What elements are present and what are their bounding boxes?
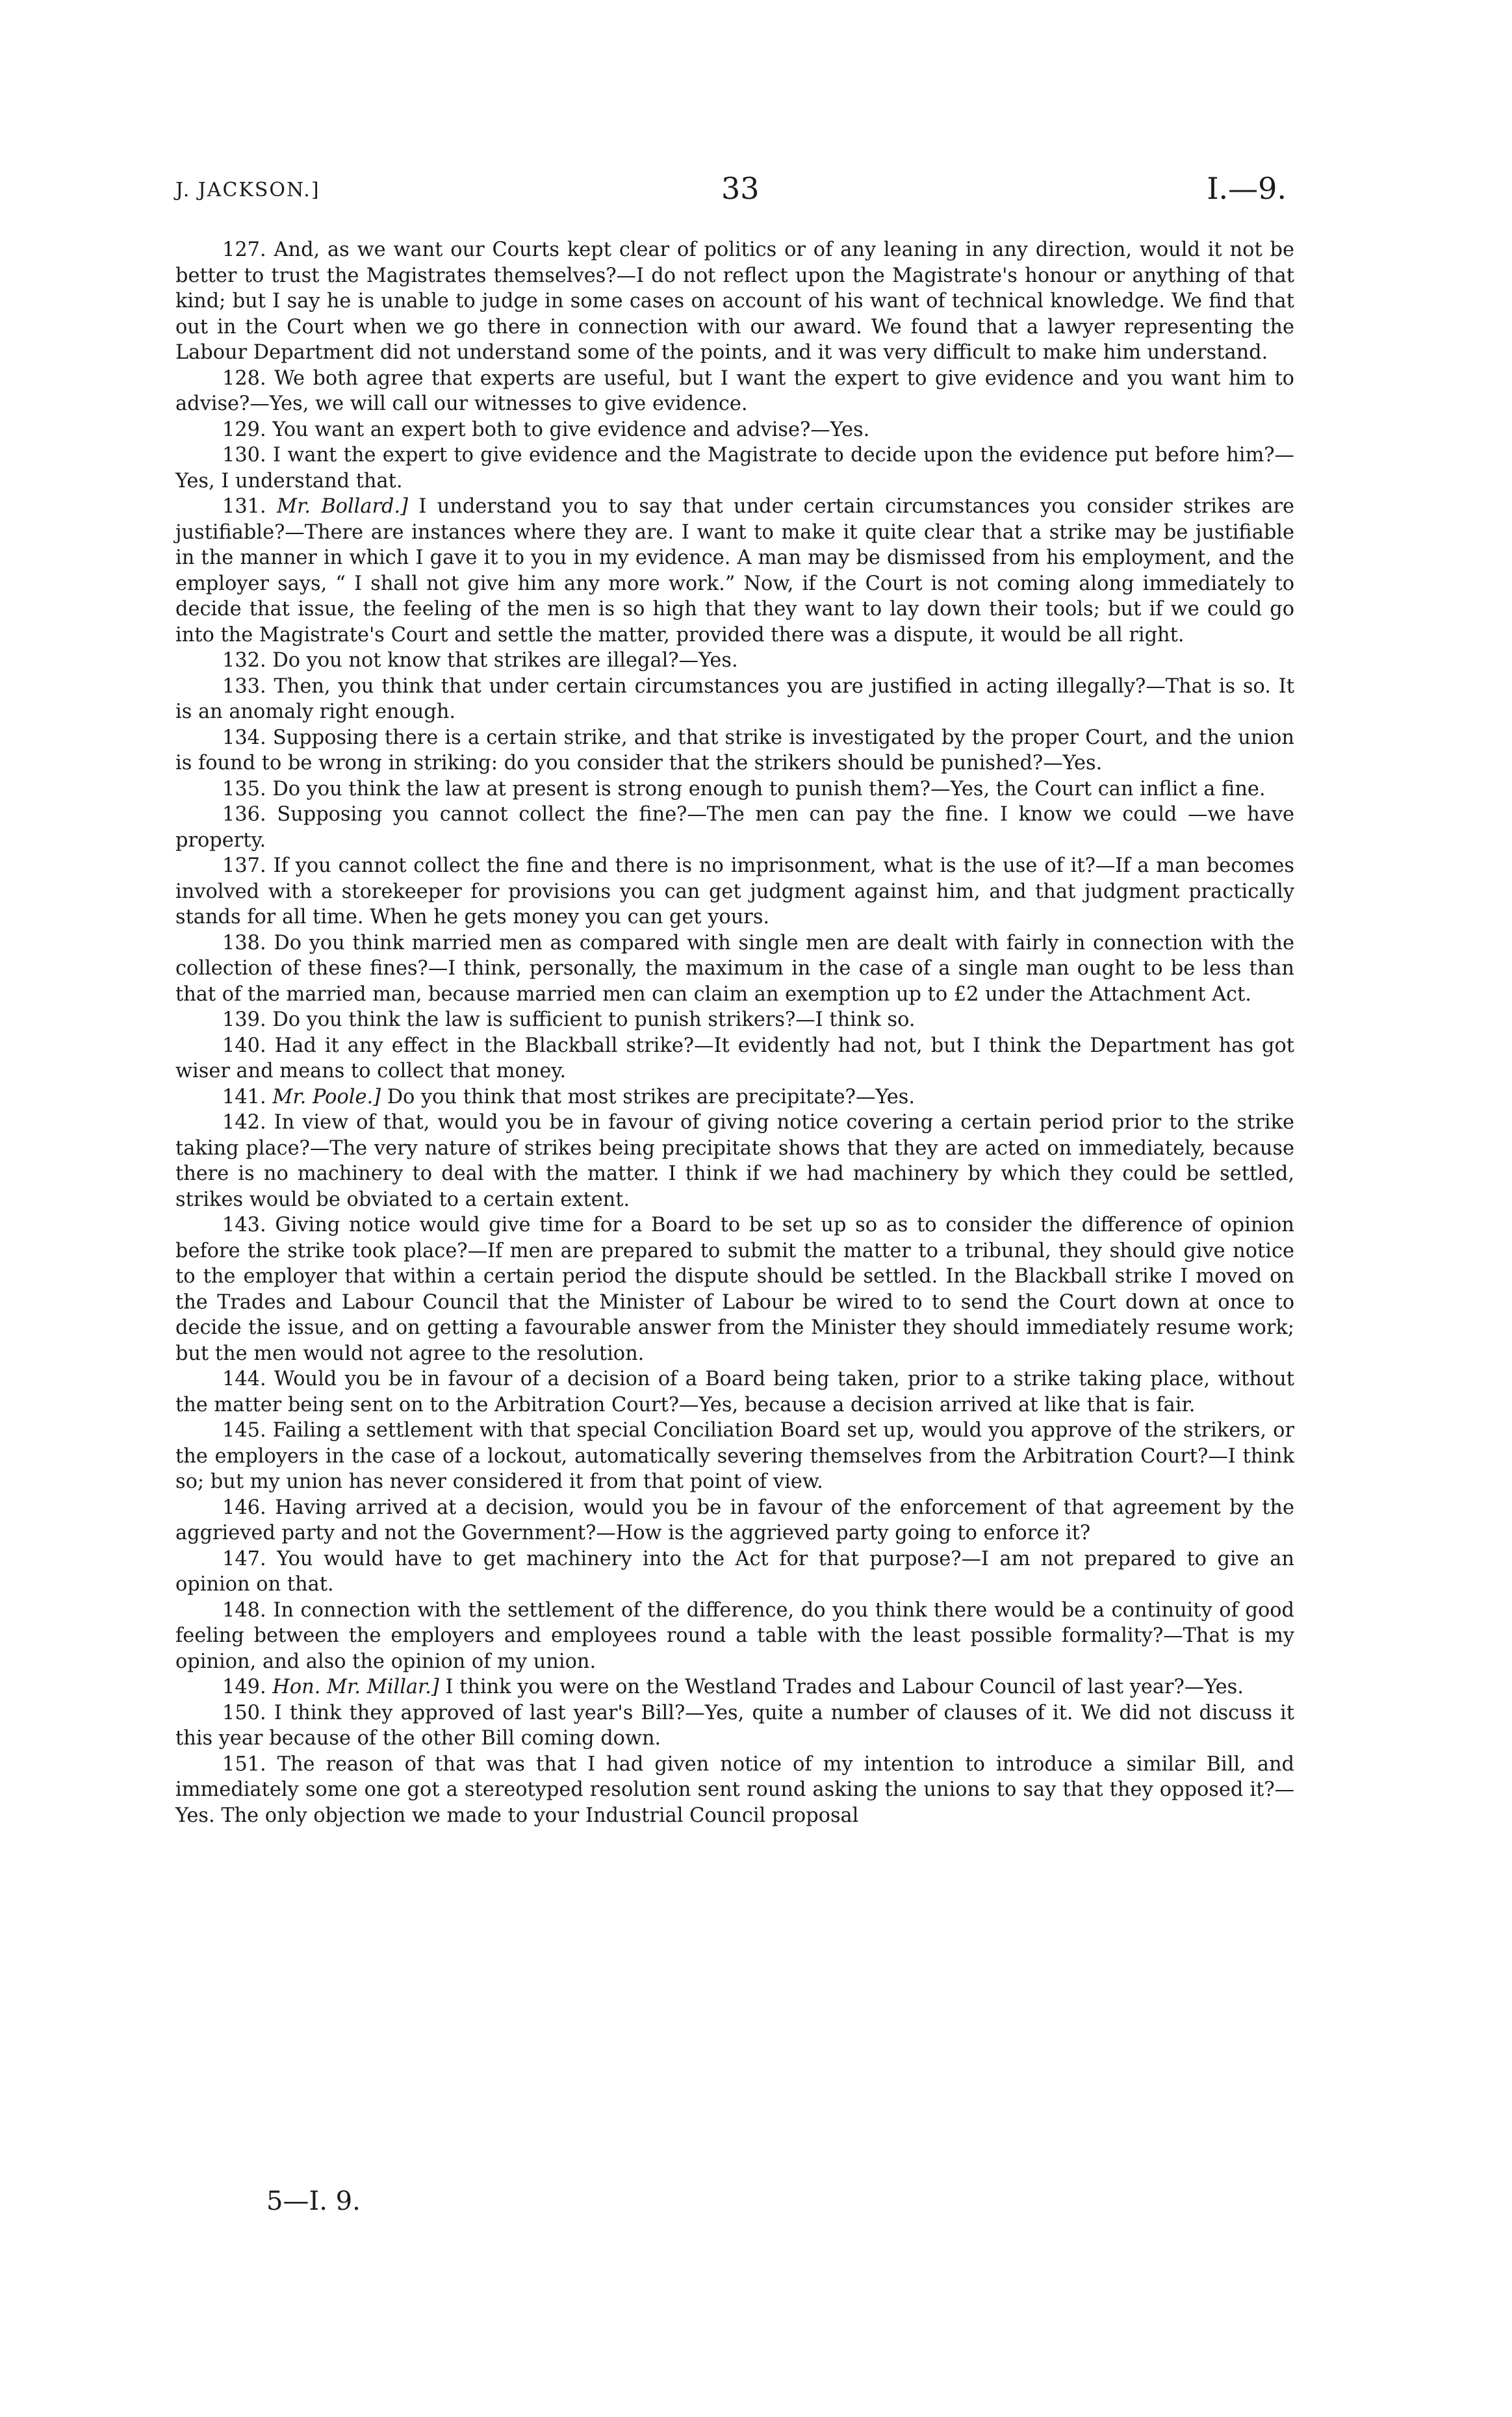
question-number: 130.: [222, 444, 266, 467]
question-number: 131.: [222, 495, 266, 518]
answer-text: —Yes, because a decision arrived at like that is fair.: [679, 1393, 1196, 1416]
question-text: You want an expert both to give evidence and advise?: [272, 418, 811, 441]
question-text: I want the expert to give evidence and the Magistrate to decide upon the evidence put before him?: [273, 444, 1275, 467]
paper-reference: I.—9.: [1207, 171, 1287, 206]
answer-text: —I do not reflect upon the Magistrate's honour or anything of that kind; but I say he is unable to judge in some cases on account of his want of technical knowledge. We find that out in the Court when we go there in connection with our award. We found that a lawyer representing the Labour Department did not understand some of the points, and it was very difficult to make him understand.: [175, 264, 1294, 364]
answer-text: —That is my opinion, and also the opinion of my union.: [175, 1624, 1294, 1673]
evidence-paragraph: [175, 853, 1294, 930]
question-number: 135.: [222, 777, 266, 800]
evidence-paragraph: [175, 1366, 1294, 1418]
evidence-paragraph: [175, 1495, 1294, 1546]
question-number: 128.: [222, 366, 266, 390]
question-text: Do you think the law is sufficient to punish strikers?: [272, 1008, 796, 1031]
question-text: Supposing there is a certain strike, and that strike is investigated by the proper Court, and the union is found to be wrong in striking: do you consider that the strikers should be punished?: [175, 726, 1294, 774]
evidence-paragraph: [175, 802, 1294, 853]
signature-mark: 5—I. 9.: [266, 2186, 361, 2216]
evidence-paragraph: [175, 1084, 1294, 1110]
question-text: I think you were on the Westland Trades and Labour Council of last year?: [445, 1676, 1185, 1698]
answer-text: —Yes.: [855, 1085, 915, 1108]
answer-text: —Yes.: [678, 649, 738, 672]
speaker-name: Mr. Bollard.]: [277, 495, 409, 518]
question-number: 144.: [222, 1368, 266, 1390]
evidence-paragraph: [175, 1418, 1294, 1495]
evidence-paragraph: [175, 1674, 1294, 1700]
evidence-paragraph: [175, 725, 1294, 776]
answer-text: —Yes.: [1184, 1676, 1244, 1698]
question-number: 142.: [222, 1111, 266, 1134]
question-number: 148.: [222, 1598, 266, 1622]
question-text: And, as we want our Courts kept clear of politics or of any leaning in any direction, would it not be better to trust the Magistrates themselves?: [175, 238, 1294, 287]
answer-text: —Yes. The only objection we made to your Industrial Council proposal: [175, 1778, 1294, 1827]
evidence-paragraph: [175, 776, 1294, 802]
witness-name: J. JACKSON.]: [175, 179, 320, 201]
question-number: 134.: [222, 726, 266, 749]
question-number: 129.: [222, 418, 266, 441]
question-text: Giving notice would give time for a Board to be set up so as to consider the difference of opinion before the strike took place?: [175, 1214, 1294, 1262]
answer-text: —The very nature of strikes being precipitate shows that they are acted on immediately, because there is no machinery to deal with the matter. I think if we had machinery by which they could be settled, strikes would be obviated to a certain extent.: [175, 1136, 1294, 1211]
question-text: Do you not know that strikes are illegal?: [272, 649, 679, 672]
answer-text: —The men can pay the fine. I know we could —we have property.: [175, 803, 1294, 852]
answer-text: —I think so; but my union has never considered it from that point of view.: [175, 1444, 1294, 1493]
evidence-paragraph: [175, 442, 1294, 494]
page-number: 33: [721, 171, 760, 206]
answer-text: —Yes.: [810, 418, 870, 441]
evidence-paragraph: [175, 1752, 1294, 1829]
question-text: I understand you to say that under certain circumstances you consider strikes are justifiable?: [175, 495, 1294, 544]
minutes-of-evidence: [175, 237, 1294, 1828]
answer-text: —Yes, I understand that.: [175, 444, 1294, 492]
question-text: Had it any effect in the Blackball strike?: [274, 1034, 695, 1057]
question-text: Having arrived at a decision, would you be in favour of the enforcement of that agreement by the aggrieved party and not the Government?: [175, 1496, 1294, 1544]
question-text: Failing a settlement with that special Conciliation Board set up, would you approve of the strikers, or the employers in the case of a lockout, automatically severing themselves from the Arbitration Court?: [175, 1419, 1294, 1468]
question-text: You would have to get machinery into the Act for that purpose?: [277, 1547, 962, 1570]
answer-text: —Yes.: [1043, 752, 1103, 774]
question-number: 132.: [222, 649, 266, 672]
question-number: 137.: [222, 854, 266, 877]
evidence-paragraph: [175, 237, 1294, 366]
evidence-paragraph: [175, 1700, 1294, 1752]
question-number: 146.: [222, 1496, 266, 1519]
speaker-name: Mr. Poole.]: [272, 1085, 381, 1108]
question-number: 151.: [222, 1752, 266, 1776]
answer-text: —Yes, quite a number of clauses of it. We did not discuss it this year because of the other Bill coming down.: [175, 1701, 1294, 1750]
evidence-paragraph: [175, 1110, 1294, 1212]
answer-text: —How is the aggrieved party going to enforce it?: [596, 1522, 1091, 1544]
speaker-name: Hon. Mr. Millar.]: [272, 1676, 439, 1698]
answer-text: —I think so.: [795, 1008, 916, 1031]
question-number: 149.: [222, 1676, 266, 1698]
evidence-paragraph: [175, 1033, 1294, 1084]
question-number: 133.: [222, 674, 266, 698]
answer-text: —If a man becomes involved with a storekeeper for provisions you can get judgment against him, and that judgment practically stands for all time. When he gets money you can get yours.: [175, 854, 1294, 928]
question-number: 138.: [222, 931, 266, 954]
question-text: If you cannot collect the fine and there is no imprisonment, what is the use of it?: [273, 854, 1096, 877]
question-text: In connection with the settlement of the difference, do you think there would be a continuity of good feeling between the employers and employees round a table with the least possible formality?: [175, 1598, 1294, 1647]
question-text: We both agree that experts are useful, but I want the expert to give evidence and you want him to advise?: [175, 366, 1294, 415]
page-header: [175, 166, 1287, 211]
question-number: 145.: [222, 1419, 266, 1442]
question-text: Do you think that most strikes are precipitate?: [387, 1085, 856, 1108]
question-number: 139.: [222, 1008, 266, 1031]
evidence-paragraph: [175, 417, 1294, 443]
evidence-paragraph: [175, 648, 1294, 674]
answer-text: —That is so. It is an anomaly right enough.: [175, 674, 1294, 723]
question-text: Do you think the law at present is strong enough to punish them?: [272, 777, 931, 800]
question-number: 140.: [222, 1034, 266, 1057]
answer-text: —There are instances where they are. I want to make it quite clear that a strike may be justifiable in the manner in which I gave it to you in my evidence. A man may be dismissed from his employment, and the employer says, “ I shall not give him any more work.” Now, if the Court is not coming along immediately to decide that issue, the feeling of the men is so high that they want to lay down their tools; but if we could go into the Magistrate's Court and settle the matter, provided there was a dispute, it would be all right.: [175, 520, 1294, 646]
question-text: In view of that, would you be in favour of giving notice covering a certain period prior to the strike taking place?: [175, 1111, 1294, 1160]
evidence-paragraph: [175, 1546, 1294, 1598]
answer-text: —It evidently had not, but I think the Department has got wiser and means to collect that money.: [175, 1034, 1294, 1082]
question-text: The reason of that was that I had given notice of my intention to introduce a similar Bill, and immediately some one got a stereotyped resolution sent round asking the unions to say that they opposed it?: [175, 1752, 1294, 1801]
question-text: Would you be in favour of a decision of a Board being taken, prior to a strike taking place, without the matter being sent on to the Arbitration Court?: [175, 1368, 1294, 1416]
question-number: 136.: [222, 803, 266, 826]
evidence-paragraph: [175, 1007, 1294, 1033]
answer-text: —I think, personally, the maximum in the case of a single man ought to be less than that of the married man, because married men can claim an exemption up to £2 under the Attachment Act.: [175, 957, 1294, 1006]
question-text: I think they approved of last year's Bill?: [274, 1701, 686, 1724]
answer-text: —Yes, the Court can inflict a fine.: [930, 777, 1266, 800]
evidence-paragraph: [175, 1598, 1294, 1675]
answer-text: —I am not prepared to give an opinion on that.: [175, 1547, 1294, 1596]
question-text: Then, you think that under certain circumstances you are justified in acting illegally?: [274, 674, 1146, 698]
answer-text: —Yes, we will call our witnesses to give evidence.: [250, 392, 748, 415]
evidence-paragraph: [175, 1212, 1294, 1366]
evidence-paragraph: [175, 930, 1294, 1008]
answer-text: —If men are prepared to submit the matter to a tribunal, they should give notice to the employer that within a certain period the dispute should be settled. In the Blackball strike I moved on the Trades and Labour Council that the Minister of Labour be wired to to send the Court down at once to decide the issue, and on getting a favourable answer from the Minister they should immediately resume work; but the men would not agree to the resolution.: [175, 1239, 1294, 1365]
question-number: 127.: [222, 238, 266, 261]
question-number: 141.: [222, 1085, 266, 1108]
evidence-paragraph: [175, 366, 1294, 417]
question-text: Supposing you cannot collect the fine?: [277, 803, 687, 826]
question-number: 147.: [222, 1547, 266, 1570]
evidence-paragraph: [175, 494, 1294, 648]
question-text: Do you think married men as compared with single men are dealt with fairly in connection with the collection of these fines?: [175, 931, 1294, 980]
question-number: 150.: [222, 1701, 266, 1724]
question-number: 143.: [222, 1214, 266, 1236]
evidence-paragraph: [175, 674, 1294, 725]
